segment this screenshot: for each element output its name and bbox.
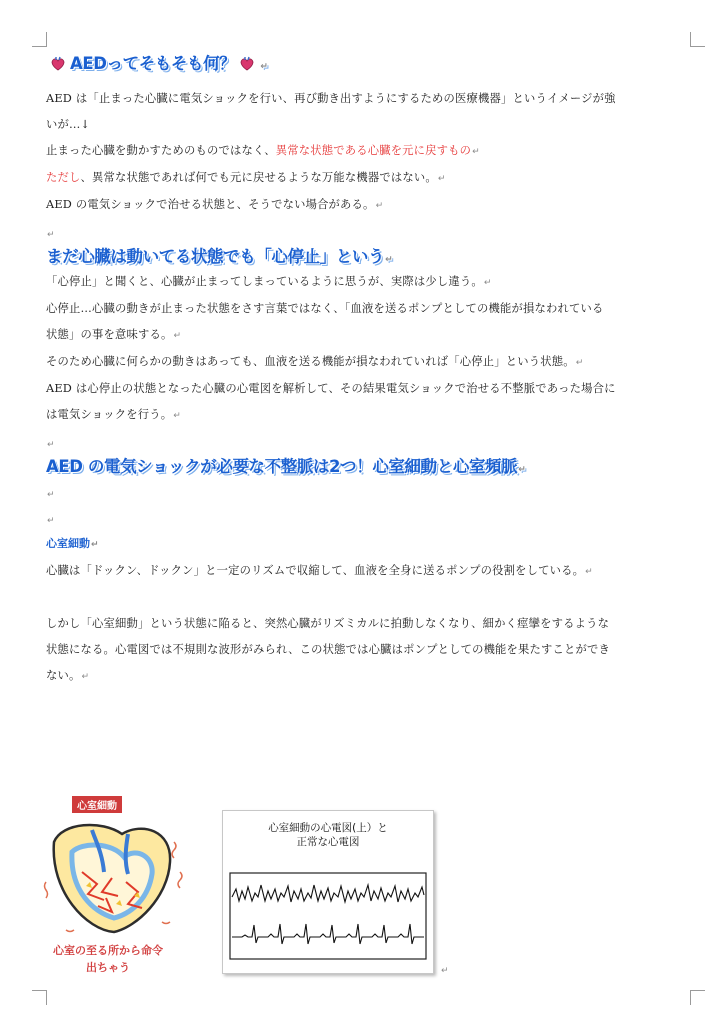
anatomical-heart-icon [239, 56, 255, 72]
paragraph-line: しかし「心室細動」という状態に陥ると、突然心臓がリズミカルに拍動しなくなり、細かく痙攣をするような [46, 617, 610, 630]
document-body[interactable] [46, 48, 686, 690]
heading-what-is-aed: AEDってそもそも何？ ↵ [46, 52, 686, 76]
paragraph-line: AED の電気ショックで治せる状態と、そうでない場合がある。↵ [46, 198, 384, 211]
heading-arrhythmias: AED の電気ショックが必要な不整脈は2つ！心室細動と心室頻脈↵ [46, 457, 526, 476]
paragraph-line: 状態」の事を意味する。↵ [46, 328, 182, 341]
paragraph-mark: ↵ [441, 966, 449, 976]
paragraph-line: ない。↵ [46, 669, 90, 682]
ecg-traces [228, 871, 428, 961]
page-corner-mark [32, 32, 47, 47]
heart-diagram [42, 812, 192, 957]
figure-tag: 心室細動 [72, 796, 122, 813]
empty-paragraph: ↵ [47, 490, 55, 500]
anatomical-heart-icon [50, 56, 66, 72]
paragraph-line: 心臓は「ドックン、ドックン」と一定のリズムで収縮して、血液を全身に送るポンプの役割をしている。↵ [46, 564, 593, 577]
paragraph-line: 心停止…心臓の動きが止まった状態をさす言葉ではなく、「血液を送るポンプとしての機能が損なわれている [46, 302, 604, 315]
empty-paragraph: ↵ [47, 516, 55, 526]
heading-cardiac-arrest: まだ心臓は動いてる状態でも「心停止」という↵ [46, 247, 393, 266]
empty-paragraph: ↵ [47, 440, 55, 450]
paragraph-line: 止まった心臓を動かすためのものではなく、異常な状態である心臓を元に戻すもの↵ [46, 144, 480, 157]
red-emphasis-text: ただし [46, 171, 81, 184]
paragraph-line: AED は「止まった心臓に電気ショックを行い、再び動き出すようにするための医療機器」というイメージが強 [46, 92, 616, 105]
paragraph-line: 状態になる。心電図では不規則な波形がみられ、この状態では心臓はポンプとしての機能を果たすことができ [46, 643, 611, 656]
paragraph-mark: ↵ [260, 62, 268, 72]
paragraph-line: AED は心停止の状態となった心臓の心電図を解析して、その結果電気ショックで治せる不整脈であった場合に [46, 382, 616, 395]
red-emphasis-text: 異常な状態である心臓を元に戻すもの [275, 144, 472, 157]
paragraph-line: ただし、異常な状態であれば何でも元に戻せるような万能な機器ではない。↵ [46, 171, 446, 184]
figure-title: 心室細動の心電図(上）と 正常な心電図 [268, 822, 388, 848]
page-corner-mark [32, 990, 47, 1005]
figure-caption: 心室の至る所から命令 出ちゃう [53, 944, 163, 974]
paragraph-line: は電気ショックを行う。↵ [46, 408, 181, 421]
page-corner-mark [690, 990, 705, 1005]
paragraph-line: 「心停止」と聞くと、心臓が止まってしまっているように思うが、実際は少し違う。↵ [46, 275, 492, 288]
ecg-comparison-figure [222, 810, 434, 974]
empty-paragraph: ↵ [47, 230, 55, 240]
paragraph-line: いが…↓ [46, 118, 91, 131]
vf-heart-illustration [42, 790, 200, 980]
subheading-vf: 心室細動↵ [46, 537, 99, 550]
empty-paragraph [46, 585, 686, 611]
paragraph-line: そのため心臓に何らかの動きはあっても、血液を送る機能が損なわれていれば「心停止」という状態。↵ [46, 355, 584, 368]
page-corner-mark [690, 32, 705, 47]
